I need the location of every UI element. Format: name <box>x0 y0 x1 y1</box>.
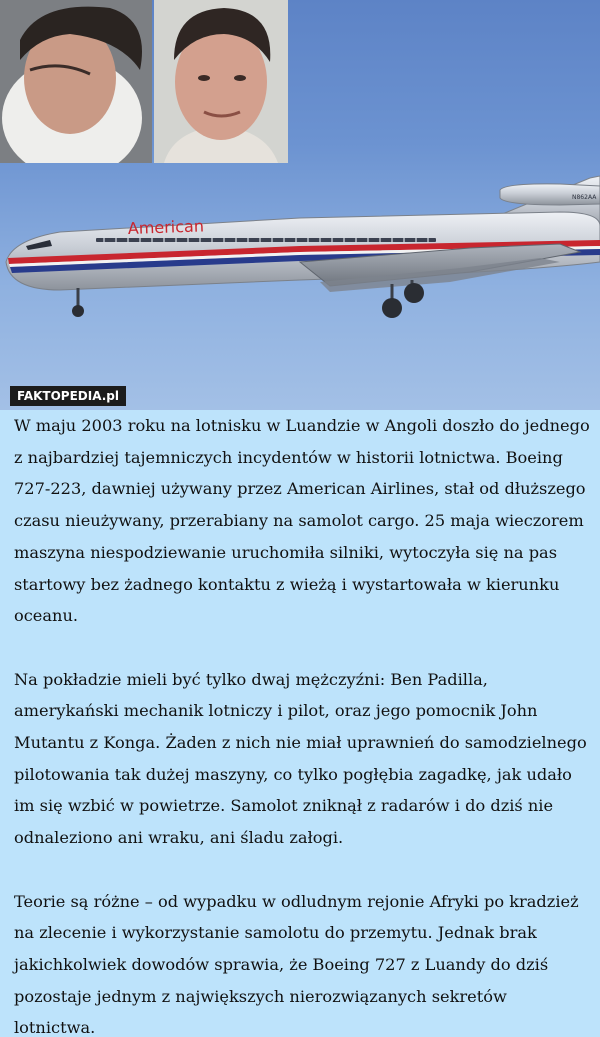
portrait-right <box>154 0 288 163</box>
registration-text: N862AA <box>572 194 597 201</box>
window-row <box>96 238 436 242</box>
article-paragraph-3: Teorie są różne – od wypadku w odludnym rejonie Afryki po kradzież na zlecenie i wykorzystanie samolotu do przemytu. Jednak brak jakichkolwiek dowodów sprawia, że Boeing 727 z Luandy do dziś pozostaje jednym z największych nierozwiązanych sekretów lotnictwa. <box>14 891 579 1037</box>
article-paragraph-1: W maju 2003 roku na lotnisku w Luandzie w Angoli doszło do jednego z najbardziej tajemniczych incydentów w historii lotnictwa. Boeing 727-223, dawniej używany przez American Airlines, stał od dłuższego czasu nieużywany, przerabiany na samolot cargo. 25 maja wieczorem maszyna niespodziewanie uruchomiła silniki, wytoczyła się na pas startowy bez żadnego kontaktu z wieżą i wystartowała w kierunku oceanu. <box>14 416 590 626</box>
watermark-label: FAKTOPEDIA.pl <box>10 386 126 406</box>
airline-livery-text: American <box>127 216 205 238</box>
article-paragraph-2: Na pokładzie mieli być tylko dwaj mężczyźni: Ben Padilla, amerykański mechanik lotniczy i pilot, oraz jego pomocnik John Mutantu z Konga. Żaden z nich nie miał uprawnień do samodzielnego pilotowania tak dużej maszyny, co tylko pogłębia zagadkę, jak udało im się wzbić w powietrze. Samolot zniknął z radarów i do dziś nie odnaleziono ani wraku, ani śladu załogi. <box>14 669 587 848</box>
article-text <box>14 410 592 1037</box>
header-photo <box>0 0 600 410</box>
portrait-left <box>0 0 152 163</box>
